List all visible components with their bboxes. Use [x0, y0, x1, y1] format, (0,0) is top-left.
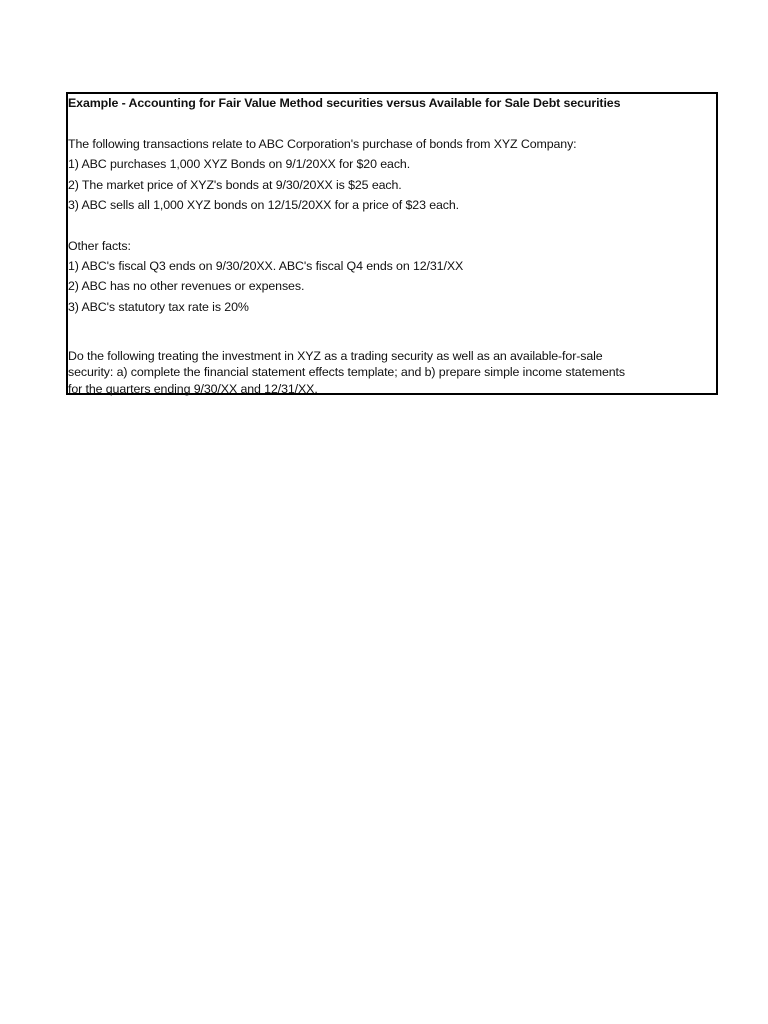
intro-text: The following transactions relate to ABC Corporation's purchase of bonds from XYZ Company:	[68, 137, 577, 151]
instructions-line-3: for the quarters ending 9/30/XX and 12/31/XX.	[68, 382, 318, 396]
other-fact-item-2: 2) ABC has no other revenues or expenses.	[68, 279, 305, 293]
other-facts-heading: Other facts:	[68, 239, 131, 253]
transaction-item-2: 2) The market price of XYZ's bonds at 9/30/20XX is $25 each.	[68, 178, 402, 192]
instructions-line-1: Do the following treating the investment in XYZ as a trading security as well as an available-for-sale	[68, 349, 603, 363]
transaction-item-3: 3) ABC sells all 1,000 XYZ bonds on 12/15/20XX for a price of $23 each.	[68, 198, 460, 212]
other-fact-item-3: 3) ABC's statutory tax rate is 20%	[68, 300, 249, 314]
other-fact-item-1: 1) ABC's fiscal Q3 ends on 9/30/20XX. ABC's fiscal Q4 ends on 12/31/XX	[68, 259, 464, 273]
example-title: Example - Accounting for Fair Value Method securities versus Available for Sale Debt securities	[68, 96, 621, 110]
transaction-item-1: 1) ABC purchases 1,000 XYZ Bonds on 9/1/20XX for $20 each.	[68, 157, 411, 171]
instructions-line-2: security: a) complete the financial statement effects template; and b) prepare simple income statements	[68, 365, 625, 379]
